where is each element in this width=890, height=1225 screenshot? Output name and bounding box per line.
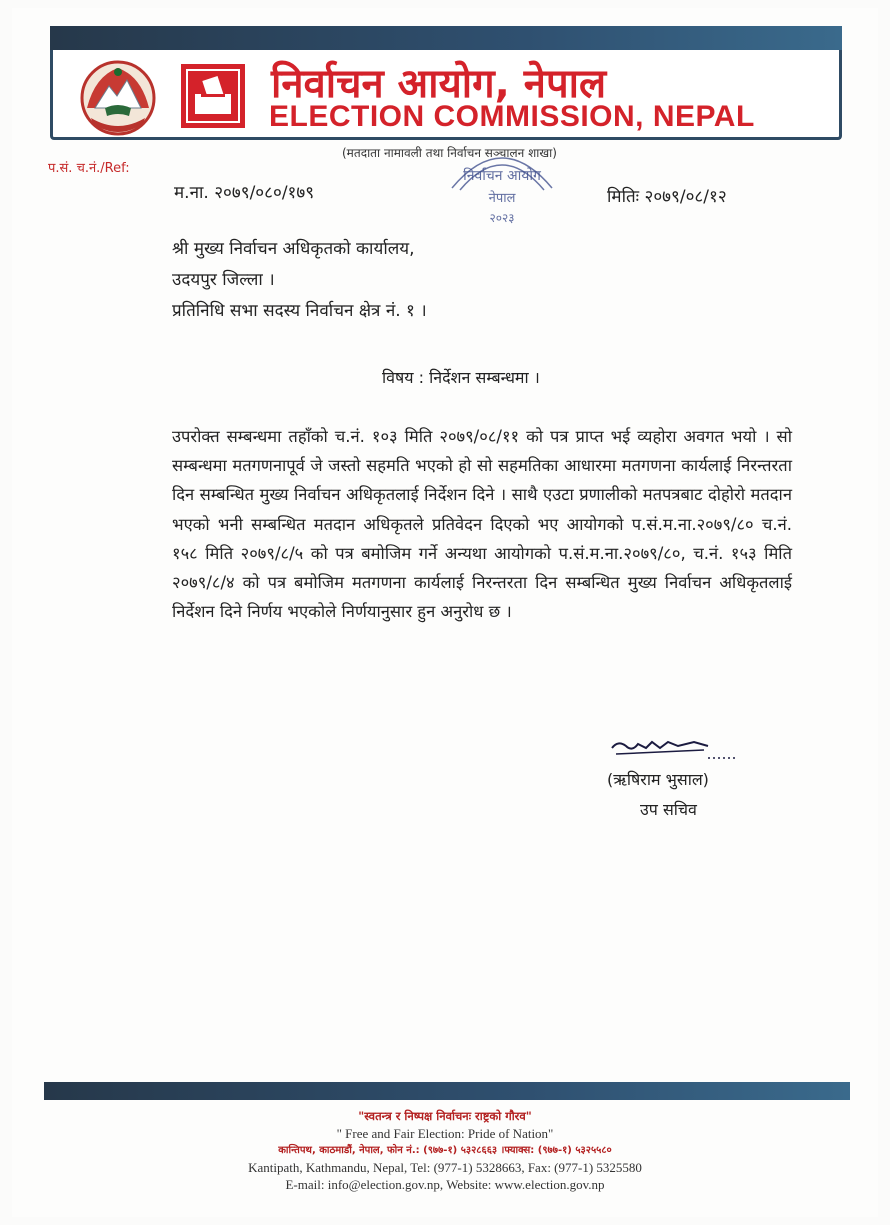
svg-text:२०२३: २०२३ [489, 211, 515, 225]
addressee-block [172, 234, 427, 327]
motto-english: " Free and Fair Election: Pride of Nation" [336, 1126, 554, 1141]
signature-icon [608, 734, 738, 764]
commission-title-english: ELECTION COMMISSION, NEPAL [269, 100, 755, 133]
svg-text:नेपाल: नेपाल [488, 191, 516, 206]
letter-body: उपरोक्त सम्बन्धमा तहाँको च.नं. १०३ मिति २०७९/०८/११ को पत्र प्राप्त भई व्यहोरा अवगत भयो । सो सम्बन्धमा मतगणनापूर्व जे जस्तो सहमति भएको हो सो सहमतिका आधारमा मतगणना कार्यलाई निरन्तरता दिन सम्बन्धित मुख्य निर्वाचन अधिकृतलाई निर्देशन दिने । साथै एउटा प्रणालीको मतपत्रबाट दोहोरो मतदान भएको भनी सम्बन्धित मतदान अधिकृतले प्रतिवेदन दिएको भए आयोगको प.सं.म.ना.२०७९/८० च.नं. १५८ मिति २०७९/८/५ को पत्र बमोजिम गर्ने अन्यथा आयोगको प.सं.म.ना.२०७९/८०, च.नं. १५३ मिति २०७९/८/४ को पत्र बमोजिम मतगणना कार्यलाई निरन्तरता दिन सम्बन्धित मुख्य निर्वाचन अधिकृतलाई निर्देशन दिने निर्णय भएकोले निर्णयानुसार हुन अनुरोध छ । [172, 427, 792, 622]
ballot-box-logo-icon [181, 64, 245, 128]
footer-bar [44, 1082, 850, 1100]
address-english: Kantipath, Kathmandu, Nepal, Tel: (977-1) 5328663, Fax: (977-1) 5325580 [248, 1160, 642, 1175]
motto-nepali: "स्वतन्त्र र निष्पक्ष निर्वाचनः राष्ट्रको गौरव" [358, 1109, 532, 1123]
section-label: (मतदाता नामावली तथा निर्वाचन सञ्चालन शाखा) [342, 146, 557, 160]
svg-text:निर्वाचन आयोग: निर्वाचन आयोग [463, 168, 541, 184]
signer-title: उप सचिव [640, 800, 697, 819]
addressee-line: प्रतिनिधि सभा सदस्य निर्वाचन क्षेत्र नं. १ । [172, 301, 427, 321]
addressee-line: श्री मुख्य निर्वाचन अधिकृतको कार्यालय, [172, 239, 415, 259]
nepal-emblem-icon [75, 58, 161, 138]
contact-info: E-mail: info@election.gov.np, Website: www.election.gov.np [285, 1177, 605, 1192]
letter-subject: विषय : निर्देशन सम्बन्धमा । [382, 368, 540, 387]
letter-date: मितिः २०७९/०८/१२ [607, 187, 727, 207]
letter-page [12, 8, 878, 1217]
addressee-line: उदयपुर जिल्ला । [172, 270, 275, 290]
reference-label: प.सं. च.नं./Ref: [48, 161, 130, 176]
address-nepali: कान्तिपथ, काठमाडौं, नेपाल, फोन नं.: (९७७-१) ५३२८६६३ ।फ्याक्स: (९७७-१) ५३२५५८० [278, 1145, 612, 1156]
commission-title-nepali: निर्वाचन आयोग, नेपाल [271, 61, 607, 107]
header-top-bar [50, 26, 842, 50]
letterhead [50, 50, 842, 140]
reference-number: म.ना. २०७९/०८०/१७९ [174, 183, 315, 203]
signer-name: (ऋषिराम भुसाल) [607, 770, 709, 789]
official-stamp-icon [432, 128, 572, 238]
letter-footer [12, 1108, 878, 1193]
